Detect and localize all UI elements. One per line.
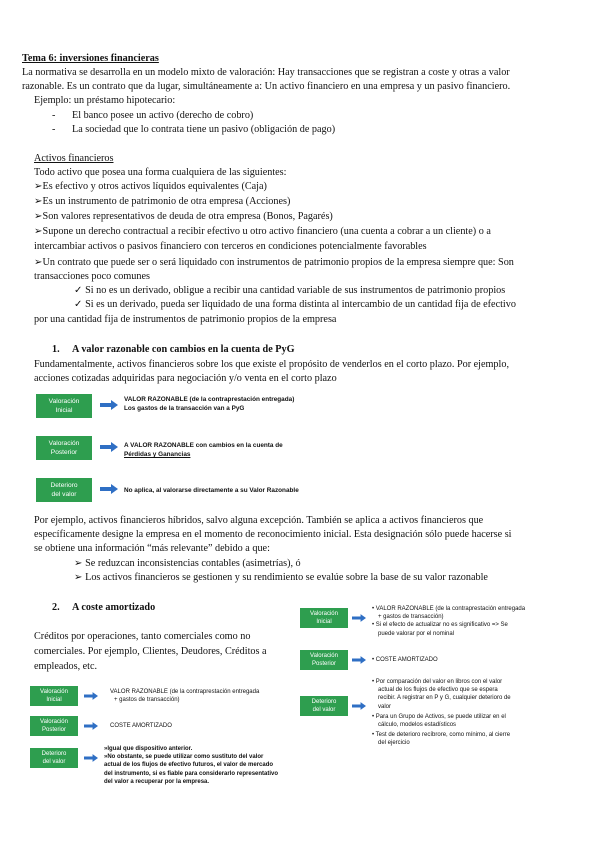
right-arrow-icon	[100, 400, 118, 410]
activos-heading: Activos financieros	[34, 153, 114, 164]
right-arrow-icon	[84, 754, 98, 762]
section-2-text-3: empleados, etc.	[34, 661, 98, 672]
diagram-box-valoracion-inicial: Valoración Inicial	[30, 686, 78, 706]
arrow-bullet-icon: ➢	[34, 257, 43, 268]
arrow-bullet-icon: ➢	[34, 211, 43, 222]
page-title: Tema 6: inversiones financieras	[22, 53, 159, 64]
section-2-text-2: comerciales. Por ejemplo, Clientes, Deudores, Créditos a	[34, 646, 267, 657]
activos-item: ➢Es un instrumento de patrimonio de otra empresa (Acciones)	[34, 196, 291, 207]
check-item: ✓ Si es un derivado, pueda ser liquidado de una forma distinta al intercambio de un cantidad fija de efectivo	[74, 299, 516, 310]
diagram-box-deterioro-valor: Deterioro del valor	[300, 696, 348, 716]
diagram-bullets: • COSTE AMORTIZADO	[372, 657, 438, 663]
diagram-bullets: • VALOR RAZONABLE (de la contraprestación entregada + gastos de transacción) • Si el efecto de actualizar no es significativo => Se puede valorar por el nominal	[372, 606, 526, 637]
section-2-number: 2.	[52, 602, 60, 613]
reason-item: ➢ Los activos financieros se gestionen y su rendimiento se evalúe sobre la base de su valor razonable	[74, 572, 488, 583]
diagram-box-valoracion-posterior: Valoración Posterior	[36, 436, 92, 460]
dash-bullet: -	[52, 124, 56, 135]
arrow-bullet-icon: ➢	[34, 196, 43, 207]
activos-item: ➢Un contrato que puede ser o será liquidado con instrumentos de patrimonio propios de la empresa siempre que: Son	[34, 257, 514, 268]
right-arrow-icon	[352, 702, 366, 710]
activos-item: ➢Supone un derecho contractual a recibir efectivo u otro activo financiero (una cuenta a cobrar a un cliente) o a	[34, 226, 491, 237]
example-item-2: La sociedad que lo contrata tiene un pasivo (obligación de pago)	[72, 124, 336, 135]
diagram-box-valoracion-inicial: Valoración Inicial	[36, 394, 92, 418]
activos-item: ➢Son valores representativos de deuda de otra empresa (Bonos, Pagarés)	[34, 211, 333, 222]
section-1-text2-3: se obtiene una información “más relevante” debido a que:	[34, 543, 270, 554]
check-item-cont: por una cantidad fija de instrumentos de patrimonio propios de la empresa	[34, 314, 337, 325]
diagram-text: No aplica, al valorarse directamente a su Valor Razonable	[124, 487, 299, 494]
section-1-heading: A valor razonable con cambios en la cuenta de PyG	[72, 344, 295, 355]
check-item: ✓ Si no es un derivado, obligue a recibir una cantidad variable de sus instrumentos de patrimonio propios	[74, 285, 506, 296]
right-arrow-icon	[100, 484, 118, 494]
activos-item-cont: transacciones poco comunes	[34, 271, 150, 282]
arrow-bullet-icon: ➢	[34, 181, 43, 192]
section-1-text-2: acciones cotizadas adquiridas para negociación y/o venta en el corto plazo	[34, 373, 337, 384]
section-2-text-1: Créditos por operaciones, tanto comerciales como no	[34, 631, 251, 642]
reason-item: ➢ Se reduzcan inconsistencias contables (asimetrías), ó	[74, 558, 301, 569]
diagram-text: COSTE AMORTIZADO	[110, 723, 172, 729]
right-arrow-icon	[100, 442, 118, 452]
arrow-bullet-icon: ➢	[34, 226, 43, 237]
check-icon: ✓	[74, 299, 86, 310]
activos-item-cont: intercambiar activos o pasivos financiero con terceros en condiciones potencialmente favorables	[34, 241, 427, 252]
diagram-box-valoracion-posterior: Valoración Posterior	[300, 650, 348, 670]
diagram-text: A VALOR RAZONABLE con cambios en la cuenta de Pérdidas y Ganancias	[124, 442, 283, 458]
diagram-bullets: • Por comparación del valor en libros con el valor actual de los flujos de efectivo que se espera recibir. A registrar en P y G, cualquier deterioro de valor • Para un Grupo de Activos, se puede utilizar en el cálculo, modelos estadísticos • Test de deterioro recíbrore, como mínimo, al cierre del ejercicio	[372, 679, 511, 747]
right-arrow-icon	[352, 656, 366, 664]
intro-line-1: La normativa se desarrolla en un modelo mixto de valoración: Hay transacciones que se registran a coste y otras a valor	[22, 67, 510, 78]
section-1-text2-2: específicamente designe la empresa en el momento de reconocimiento inicial. Esta designación sólo puede hacerse si	[34, 529, 512, 540]
check-icon: ✓	[74, 285, 86, 296]
dash-bullet: -	[52, 110, 56, 121]
diagram-box-valoracion-posterior: Valoración Posterior	[30, 716, 78, 736]
diagram-text: VALOR RAZONABLE (de la contraprestación entregada) Los gastos de la transacción van a PyG	[124, 396, 295, 412]
section-2-heading: A coste amortizado	[72, 602, 156, 613]
diagram-box-deterioro-valor: Deterioro del valor	[30, 748, 78, 768]
example-item-1: El banco posee un activo (derecho de cobro)	[72, 110, 254, 121]
activos-item: ➢Es efectivo y otros activos líquidos equivalentes (Caja)	[34, 181, 267, 192]
arrow-bullet-icon: ➢	[74, 572, 86, 583]
diagram-text: »Igual que dispositivo anterior. »No obstante, se puede utilizar como sustituto del valor actual de los flujos de efectivo futuros, el valor de mercado del instrumento, si es fiable para considerarlo representativo del valor a recuperar por la empresa.	[104, 746, 279, 785]
activos-lead: Todo activo que posea una forma cualquiera de las siguientes:	[34, 167, 287, 178]
section-1-text-1: Fundamentalmente, activos financieros sobre los que existe el propósito de venderlos en el corto plazo. Por ejemplo,	[34, 359, 510, 370]
right-arrow-icon	[84, 722, 98, 730]
intro-line-2: razonable. Es un contrato que da lugar, simultáneamente a: Un activo financiero en una empresa y un pasivo financiero.	[22, 81, 511, 92]
section-1-number: 1.	[52, 344, 60, 355]
section-1-text2-1: Por ejemplo, activos financieros híbridos, salvo alguna excepción. También se aplica a activos financieros que	[34, 515, 484, 526]
right-arrow-icon	[84, 692, 98, 700]
diagram-text: VALOR RAZONABLE (de la contraprestación entregada + gastos de transacción)	[110, 689, 260, 704]
example-label: Ejemplo: un préstamo hipotecario:	[34, 95, 176, 106]
diagram-box-deterioro-valor: Deterioro del valor	[36, 478, 92, 502]
arrow-bullet-icon: ➢	[74, 558, 86, 569]
right-arrow-icon	[352, 614, 366, 622]
diagram-box-valoracion-inicial: Valoración Inicial	[300, 608, 348, 628]
